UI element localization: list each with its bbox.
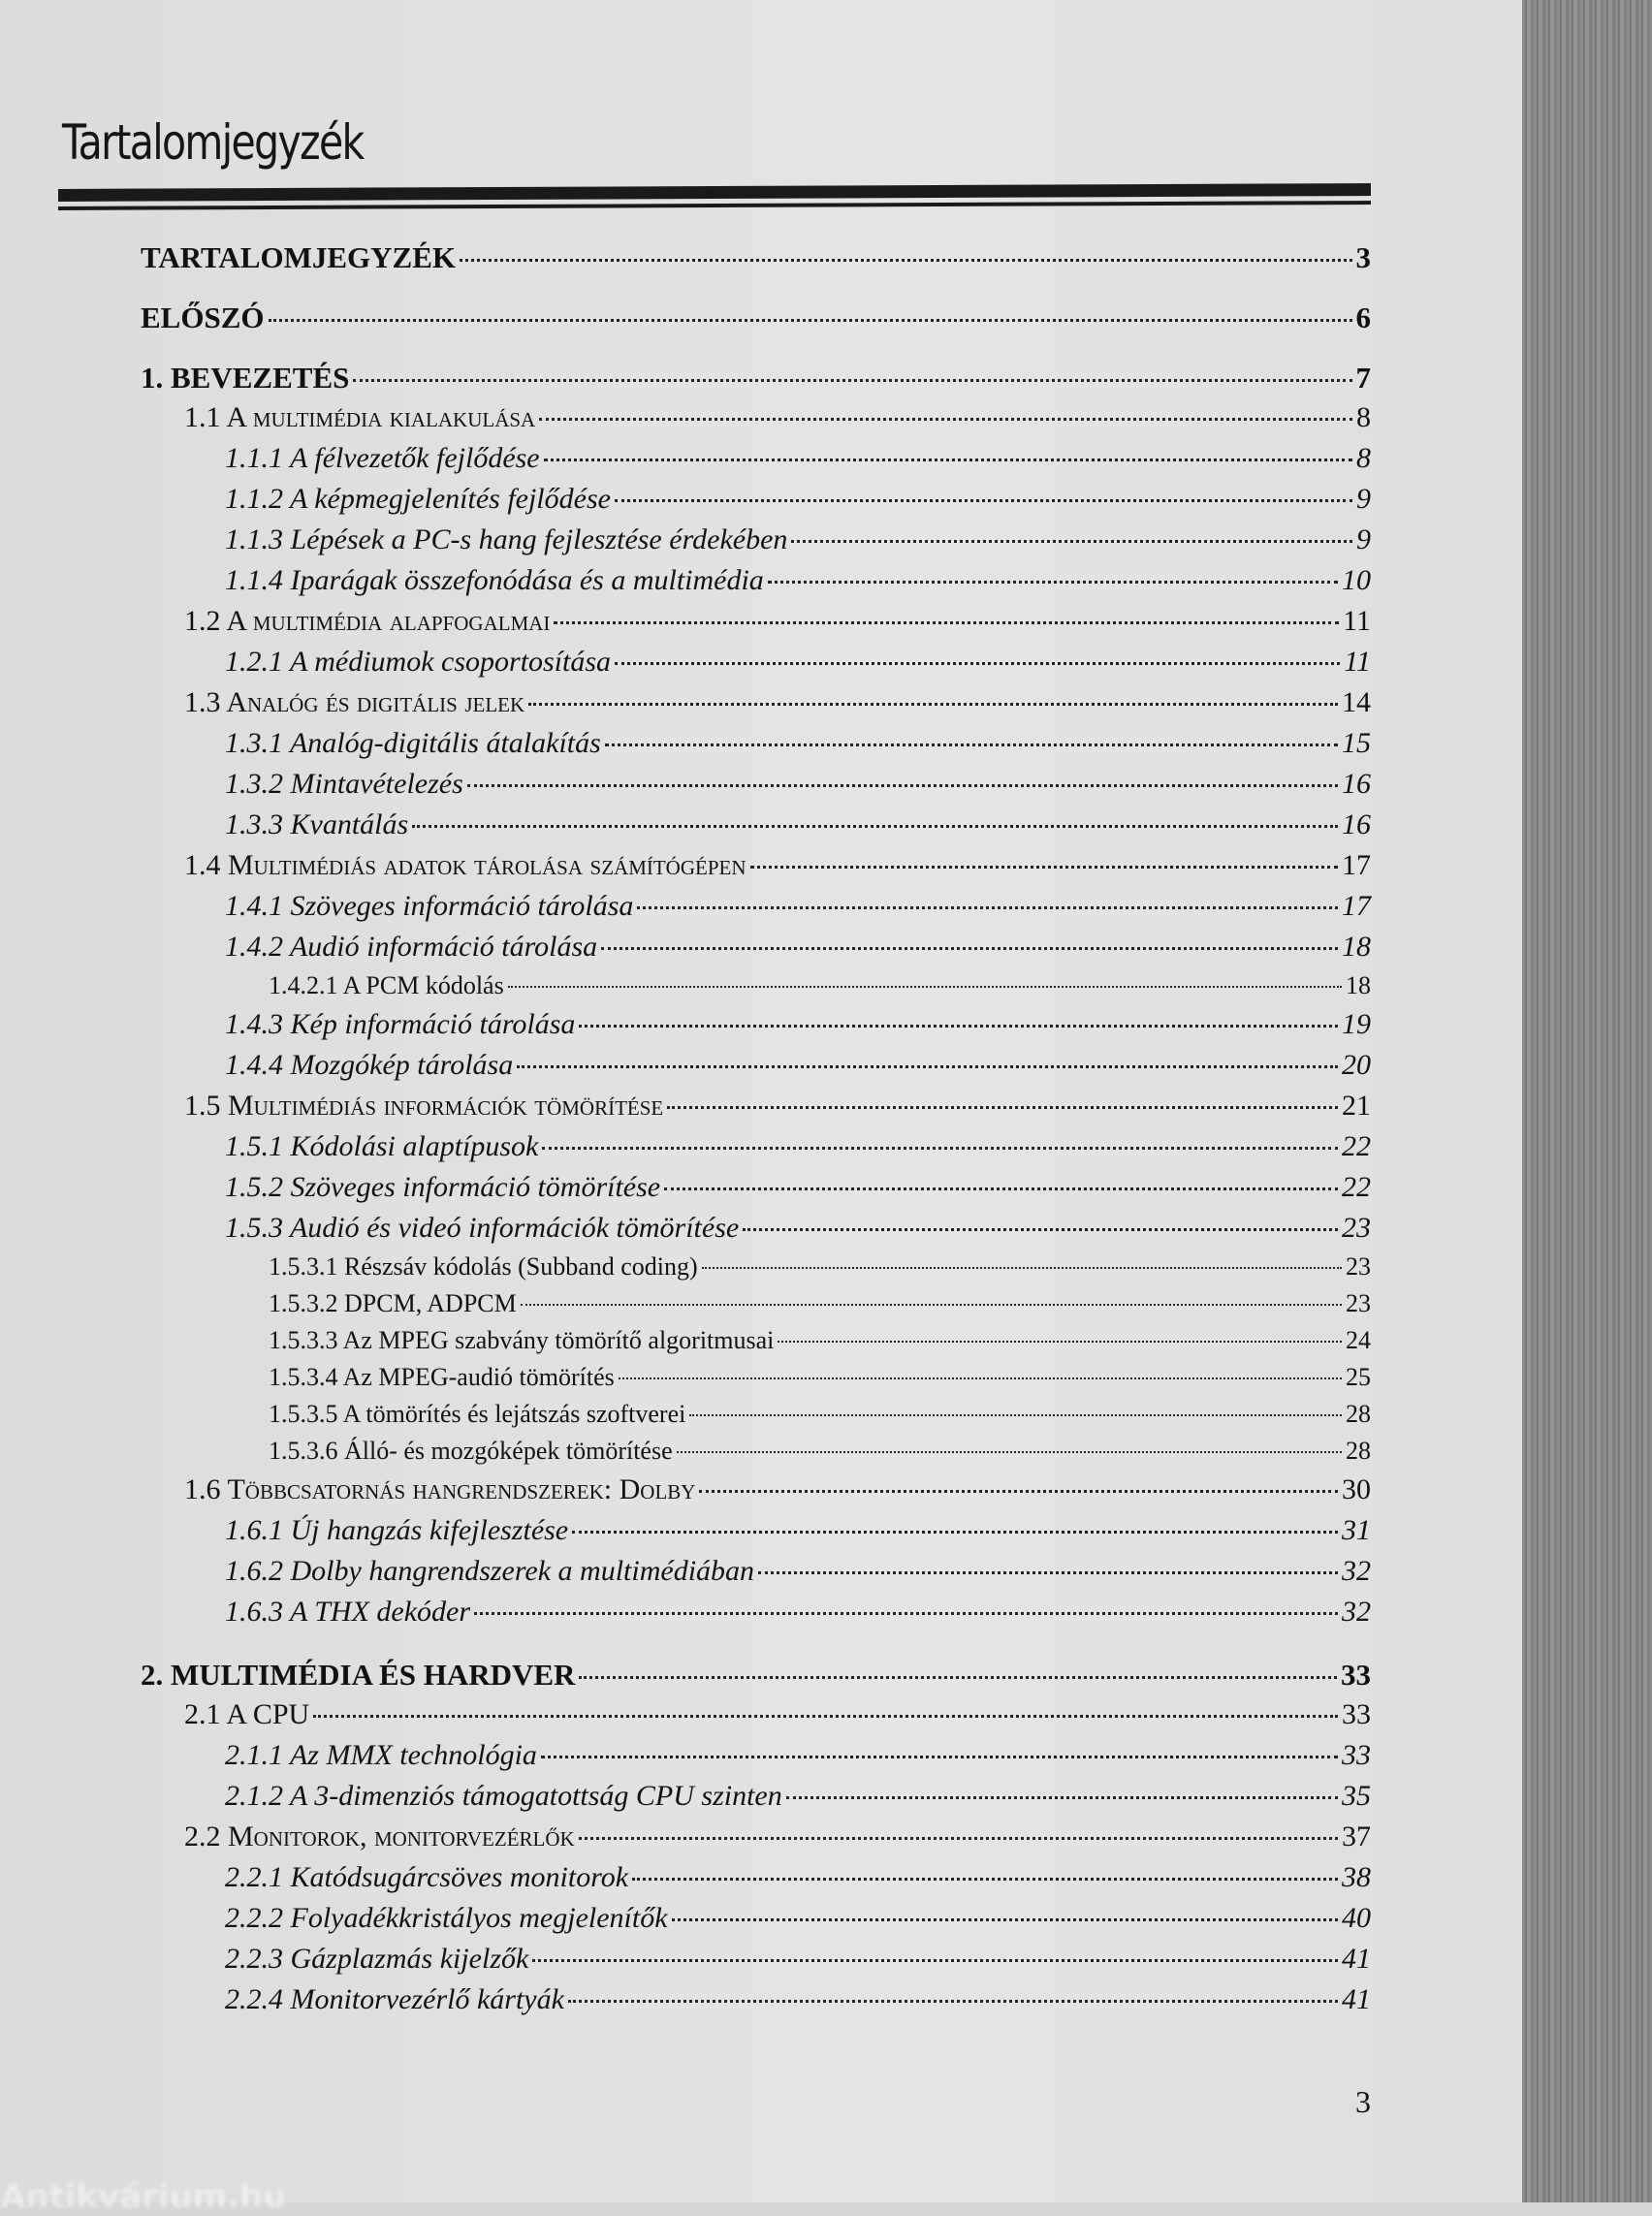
toc-entry-title: 1.3.2 Mintavételezés (225, 768, 463, 800)
toc-entry-page: 31 (1342, 1514, 1371, 1546)
toc-entry-page: 40 (1342, 1902, 1371, 1934)
table-of-contents (0, 240, 1371, 2024)
dot-leader (474, 1612, 1338, 1615)
toc-entry-page: 6 (1355, 301, 1371, 334)
toc-entry-page: 20 (1342, 1049, 1371, 1081)
dot-leader (269, 319, 1352, 322)
dot-leader (579, 1025, 1338, 1028)
dot-leader (568, 2000, 1338, 2003)
toc-entry-title: 1.5.1 Kódolási alaptípusok (225, 1130, 539, 1162)
toc-entry (0, 1171, 1371, 1212)
dot-leader (743, 1228, 1338, 1231)
toc-entry (0, 931, 1371, 971)
toc-entry (0, 1400, 1371, 1437)
toc-entry-page: 9 (1356, 483, 1371, 515)
toc-entry-page: 33 (1342, 1739, 1371, 1771)
toc-entry-page: 8 (1356, 401, 1371, 433)
toc-entry-title: 2.1.1 Az MMX technológia (225, 1739, 537, 1771)
toc-entry (0, 1514, 1371, 1555)
dot-leader (532, 1959, 1338, 1962)
toc-entry-page: 17 (1342, 890, 1371, 922)
toc-entry-title: 1.3.1 Analóg-digitális átalakítás (225, 727, 601, 759)
dot-leader (677, 1451, 1342, 1453)
toc-entry (0, 971, 1371, 1008)
toc-entry-page: 28 (1346, 1437, 1371, 1465)
toc-entry-page: 35 (1342, 1780, 1371, 1812)
dot-leader (579, 1676, 1337, 1679)
toc-entry (0, 523, 1371, 564)
toc-entry (0, 1363, 1371, 1400)
toc-entry-title: 1.6.1 Új hangzás kifejlesztése (225, 1514, 569, 1546)
dot-leader (615, 499, 1352, 502)
toc-entry-page: 22 (1342, 1130, 1371, 1162)
toc-entry-title: 1.3 Analóg és digitális jelek (184, 686, 525, 718)
toc-entry-page: 14 (1342, 686, 1371, 718)
toc-entry-title: 1.6.3 A THX dekóder (225, 1596, 471, 1628)
book-edge-background (1522, 0, 1652, 2202)
toc-entry (0, 1698, 1371, 1739)
toc-entry (0, 1658, 1371, 1698)
toc-entry (0, 301, 1371, 341)
dot-leader (412, 825, 1338, 828)
toc-entry-page: 32 (1342, 1596, 1371, 1628)
dot-leader (467, 784, 1338, 787)
dot-leader (521, 1304, 1342, 1306)
dot-leader (528, 703, 1338, 706)
dot-leader (542, 1147, 1338, 1150)
toc-entry (0, 646, 1371, 686)
toc-entry (0, 401, 1371, 442)
toc-entry-title: 1.3.3 Kvantálás (225, 808, 409, 840)
dot-leader (539, 418, 1352, 421)
toc-entry (0, 1212, 1371, 1252)
toc-entry (0, 686, 1371, 727)
dot-leader (572, 1531, 1338, 1534)
toc-entry-title: ELŐSZÓ (141, 301, 265, 334)
toc-entry-title: 1.1.1 A félvezetők fejlődése (225, 442, 540, 474)
toc-entry (0, 240, 1371, 281)
running-head-title: Tartalomjegyzék (62, 114, 364, 171)
toc-entry-title: 1.6.2 Dolby hangrendszerek a multimédiában (225, 1555, 755, 1587)
toc-entry-title: 1.4.3 Kép információ tárolása (225, 1008, 576, 1040)
toc-entry-title: 1.5.3.2 DPCM, ADPCM (269, 1289, 517, 1317)
toc-entry (0, 361, 1371, 401)
toc-entry-title: 2.2.1 Katódsugárcsöves monitorok (225, 1861, 629, 1893)
dot-leader (554, 621, 1339, 624)
toc-entry-title: 1.5.3.5 A tömörítés és lejátszás szoftverei (269, 1400, 686, 1428)
dot-leader (601, 947, 1338, 950)
toc-entry-title: 1.4.1 Szöveges információ tárolása (225, 890, 634, 922)
toc-entry (0, 1473, 1371, 1514)
toc-entry (0, 1008, 1371, 1049)
toc-entry-page: 17 (1342, 849, 1371, 881)
toc-entry-title: TARTALOMJEGYZÉK (141, 240, 457, 274)
toc-entry-title: 2.2 Monitorok, monitorvezérlők (184, 1820, 575, 1852)
toc-entry-title: 2. MULTIMÉDIA ÉS HARDVER (141, 1658, 576, 1692)
dot-leader (579, 1837, 1338, 1840)
toc-entry-page: 10 (1342, 564, 1371, 596)
toc-entry-page: 22 (1342, 1171, 1371, 1203)
dot-leader (517, 1065, 1338, 1068)
toc-entry-page: 21 (1342, 1090, 1371, 1122)
toc-entry-page: 23 (1346, 1252, 1371, 1281)
dot-leader (664, 1187, 1338, 1190)
watermark: Antikvárium.hu (0, 2177, 287, 2216)
toc-entry (0, 605, 1371, 646)
toc-entry (0, 1130, 1371, 1171)
toc-entry (0, 1252, 1371, 1289)
toc-entry-title: 2.2.4 Monitorvezérlő kártyák (225, 1983, 564, 2015)
dot-leader (460, 259, 1351, 262)
dot-leader (619, 1377, 1342, 1379)
toc-entry-page: 11 (1344, 646, 1371, 678)
toc-entry-title: 1.4.2.1 A PCM kódolás (269, 971, 504, 999)
dot-leader (313, 1715, 1338, 1718)
header-rule-thick (58, 183, 1371, 202)
page-number: 3 (1355, 2084, 1371, 2119)
toc-entry (0, 1861, 1371, 1902)
toc-entry (0, 1596, 1371, 1636)
dot-leader (667, 1106, 1338, 1109)
dot-leader (508, 986, 1342, 988)
toc-entry-page: 41 (1342, 1983, 1371, 2015)
toc-entry (0, 727, 1371, 768)
toc-entry-title: 1.5.3.6 Álló- és mozgóképek tömörítése (269, 1437, 673, 1465)
dot-leader (750, 866, 1338, 869)
toc-entry (0, 1739, 1371, 1780)
toc-entry (0, 564, 1371, 605)
header-rule-thin (58, 201, 1371, 210)
toc-entry-title: 1.2.1 A médiumok csoportosítása (225, 646, 612, 678)
toc-entry-page: 8 (1356, 442, 1371, 474)
toc-entry (0, 849, 1371, 890)
dot-leader (615, 662, 1340, 665)
toc-entry-title: 1.5.3.4 Az MPEG-audió tömörítés (269, 1363, 615, 1391)
dot-leader (605, 744, 1338, 746)
toc-entry (0, 890, 1371, 931)
toc-entry (0, 1437, 1371, 1473)
toc-entry (0, 1983, 1371, 2024)
toc-entry-page: 25 (1346, 1363, 1371, 1391)
toc-entry-title: 1.1.3 Lépések a PC-s hang fejlesztése érdekében (225, 523, 788, 555)
toc-entry-page: 18 (1346, 971, 1371, 999)
dot-leader (791, 540, 1352, 543)
toc-entry-page: 23 (1342, 1212, 1371, 1244)
toc-entry-page: 28 (1346, 1400, 1371, 1428)
toc-entry-page: 41 (1342, 1943, 1371, 1975)
dot-leader (689, 1414, 1342, 1416)
toc-entry (0, 483, 1371, 523)
toc-entry-page: 9 (1356, 523, 1371, 555)
toc-entry-title: 1.5.3 Audió és videó információk tömörítése (225, 1212, 740, 1244)
toc-entry-page: 18 (1342, 931, 1371, 963)
toc-entry-title: 1.5.3.3 Az MPEG szabvány tömörítő algoritmusai (269, 1326, 775, 1354)
dot-leader (544, 459, 1352, 461)
toc-entry (0, 1289, 1371, 1326)
toc-entry-page: 30 (1342, 1473, 1371, 1505)
toc-entry-title: 1.1.4 Iparágak összefonódása és a multimédia (225, 564, 764, 596)
toc-entry-page: 38 (1342, 1861, 1371, 1893)
toc-entry (0, 1049, 1371, 1090)
toc-entry (0, 1902, 1371, 1943)
toc-entry-page: 37 (1342, 1820, 1371, 1852)
toc-entry-page: 33 (1342, 1698, 1371, 1730)
toc-entry-page: 15 (1342, 727, 1371, 759)
dot-leader (786, 1796, 1338, 1799)
toc-entry-title: 2.1.2 A 3-dimenziós támogatottság CPU szinten (225, 1780, 782, 1812)
toc-entry-page: 16 (1342, 808, 1371, 840)
toc-entry-title: 1.4.2 Audió információ tárolása (225, 931, 598, 963)
dot-leader (637, 906, 1338, 909)
toc-entry-title: 2.2.2 Folyadékkristályos megjelenítők (225, 1902, 668, 1934)
toc-entry (0, 1780, 1371, 1820)
toc-entry-page: 19 (1342, 1008, 1371, 1040)
dot-leader (768, 581, 1338, 584)
toc-entry-page: 33 (1341, 1658, 1371, 1692)
toc-entry (0, 1090, 1371, 1130)
toc-entry (0, 768, 1371, 808)
toc-entry-page: 11 (1343, 605, 1371, 637)
toc-entry-page: 16 (1342, 768, 1371, 800)
toc-entry-title: 1.2 A multimédia alapfogalmai (184, 605, 551, 637)
toc-entry-page: 3 (1355, 240, 1371, 274)
toc-entry (0, 1943, 1371, 1983)
toc-entry-title: 1.5.2 Szöveges információ tömörítése (225, 1171, 661, 1203)
toc-entry-title: 1.4.4 Mozgókép tárolása (225, 1049, 514, 1081)
toc-entry-title: 2.2.3 Gázplazmás kijelzők (225, 1943, 529, 1975)
toc-entry (0, 1555, 1371, 1596)
toc-entry (0, 808, 1371, 849)
dot-leader (632, 1878, 1338, 1881)
toc-entry-page: 32 (1342, 1555, 1371, 1587)
toc-entry (0, 1326, 1371, 1363)
toc-entry (0, 442, 1371, 483)
toc-entry-title: 1.4 Multimédiás adatok tárolása számítógépen (184, 849, 747, 881)
dot-leader (672, 1918, 1338, 1921)
toc-entry-title: 1.1 A multimédia kialakulása (184, 401, 536, 433)
dot-leader (541, 1756, 1338, 1758)
toc-entry-title: 1.1.2 A képmegjelenítés fejlődése (225, 483, 611, 515)
toc-entry-title: 1.6 Többcsatornás hangrendszerek: Dolby (184, 1473, 696, 1505)
dot-leader (699, 1490, 1338, 1493)
dot-leader (353, 379, 1351, 382)
dot-leader (702, 1267, 1342, 1269)
toc-entry-title: 1.5 Multimédiás információk tömörítése (184, 1090, 664, 1122)
toc-entry-page: 23 (1346, 1289, 1371, 1317)
toc-entry-page: 24 (1346, 1326, 1371, 1354)
dot-leader (758, 1571, 1338, 1574)
toc-entry (0, 1820, 1371, 1861)
dot-leader (778, 1341, 1342, 1343)
toc-entry-title: 2.1 A CPU (184, 1698, 310, 1730)
toc-entry-title: 1.5.3.1 Részsáv kódolás (Subband coding) (269, 1252, 698, 1281)
toc-entry-page: 7 (1355, 361, 1371, 395)
toc-entry-title: 1. BEVEZETÉS (141, 361, 350, 395)
